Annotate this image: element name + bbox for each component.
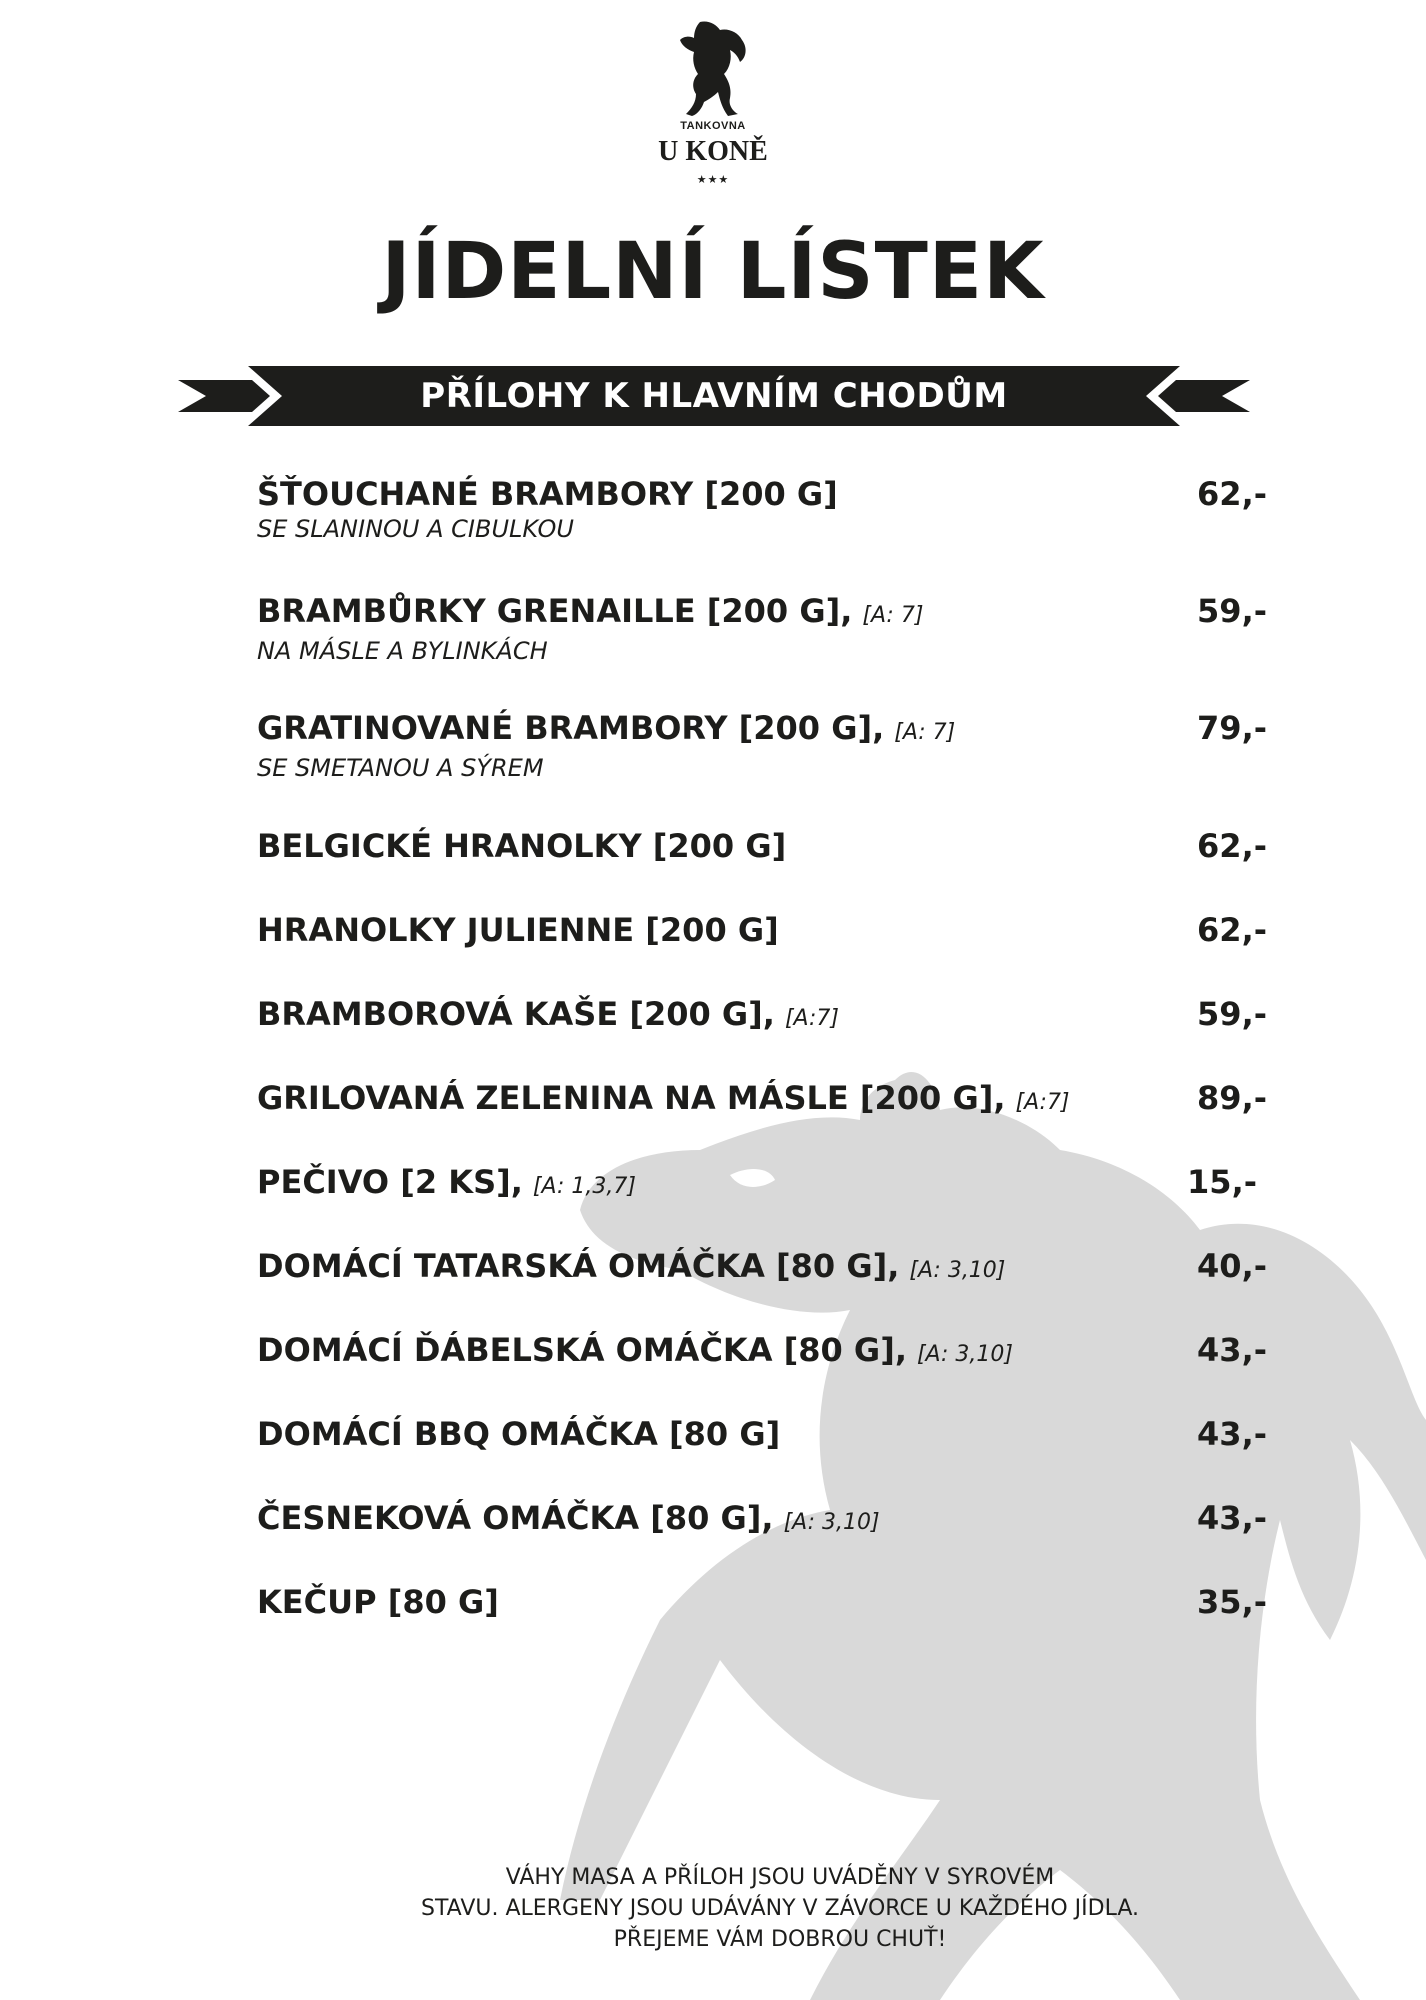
footer-note bbox=[330, 1862, 1230, 1955]
item-name: GRILOVANÁ ZELENINA NA MÁSLE [200 G], [A:7] bbox=[257, 1079, 1070, 1117]
menu-item bbox=[257, 474, 1267, 544]
item-name: KEČUP [80 G] bbox=[257, 1583, 499, 1621]
item-name: DOMÁCÍ BBQ OMÁČKA [80 G] bbox=[257, 1415, 781, 1453]
menu-item bbox=[257, 1246, 1267, 1291]
item-allergens: [A:7] bbox=[784, 1006, 839, 1031]
page-title: JÍDELNÍ LÍSTEK bbox=[381, 227, 1045, 317]
brand-stars: ★★★ bbox=[696, 173, 730, 186]
item-price: 15,- bbox=[1187, 1163, 1257, 1201]
item-allergens: [A: 3,10] bbox=[916, 1342, 1013, 1367]
footer-line: PŘEJEME VÁM DOBROU CHUŤ! bbox=[613, 1927, 947, 1952]
item-name: DOMÁCÍ ĎÁBELSKÁ OMÁČKA [80 G], [A: 3,10] bbox=[257, 1331, 1013, 1369]
menu-item bbox=[257, 1078, 1267, 1123]
item-description: SE SMETANOU A SÝREM bbox=[257, 754, 544, 782]
item-allergens: [A: 7] bbox=[894, 720, 956, 745]
item-price: 59,- bbox=[1197, 995, 1267, 1033]
menu-item bbox=[257, 1162, 1267, 1207]
brand-name: U KONĚ bbox=[658, 136, 768, 167]
item-name: GRATINOVANÉ BRAMBORY [200 G], [A: 7] bbox=[257, 709, 956, 747]
item-price: 79,- bbox=[1197, 709, 1267, 747]
item-price: 43,- bbox=[1197, 1331, 1267, 1369]
item-price: 35,- bbox=[1197, 1583, 1267, 1621]
item-name: PEČIVO [2 KS], [A: 1,3,7] bbox=[257, 1163, 636, 1201]
item-description: NA MÁSLE A BYLINKÁCH bbox=[257, 637, 548, 665]
item-name: DOMÁCÍ TATARSKÁ OMÁČKA [80 G], [A: 3,10] bbox=[257, 1247, 1006, 1285]
item-allergens: [A: 3,10] bbox=[783, 1510, 880, 1535]
menu-item bbox=[257, 994, 1267, 1039]
item-price: 62,- bbox=[1197, 475, 1267, 513]
section-title: PŘÍLOHY K HLAVNÍM CHODŮM bbox=[420, 376, 1008, 416]
menu-item bbox=[257, 591, 1267, 666]
item-price: 62,- bbox=[1197, 827, 1267, 865]
footer-line: STAVU. ALERGENY JSOU UDÁVÁNY V ZÁVORCE U KAŽDÉHO JÍDLA. bbox=[420, 1896, 1140, 1921]
brand-subtitle: TANKOVNA bbox=[680, 120, 746, 132]
item-price: 43,- bbox=[1197, 1415, 1267, 1453]
item-description: SE SLANINOU A CIBULKOU bbox=[257, 515, 574, 543]
item-price: 89,- bbox=[1197, 1079, 1267, 1117]
item-allergens: [A: 1,3,7] bbox=[532, 1174, 636, 1199]
item-name: BRAMBOROVÁ KAŠE [200 G], [A:7] bbox=[257, 995, 839, 1033]
item-name: ŠŤOUCHANÉ BRAMBORY [200 G] bbox=[257, 475, 838, 513]
menu-item bbox=[257, 1582, 1267, 1622]
item-name: BRAMBŮRKY GRENAILLE [200 G], [A: 7] bbox=[257, 592, 924, 630]
item-allergens: [A: 3,10] bbox=[909, 1258, 1006, 1283]
menu-item bbox=[257, 910, 1267, 950]
item-name: BELGICKÉ HRANOLKY [200 G] bbox=[257, 827, 787, 865]
footer-line: VÁHY MASA A PŘÍLOH JSOU UVÁDĚNY V SYROVÉM bbox=[505, 1865, 1055, 1890]
menu-item bbox=[257, 1498, 1267, 1543]
menu-item bbox=[257, 708, 1267, 783]
item-price: 40,- bbox=[1197, 1247, 1267, 1285]
menu-item bbox=[257, 1330, 1267, 1375]
item-allergens: [A:7] bbox=[1015, 1090, 1070, 1115]
item-price: 59,- bbox=[1197, 592, 1267, 630]
menu-item bbox=[257, 1414, 1267, 1454]
item-price: 43,- bbox=[1197, 1499, 1267, 1537]
item-name: HRANOLKY JULIENNE [200 G] bbox=[257, 911, 779, 949]
item-allergens: [A: 7] bbox=[862, 603, 924, 628]
item-price: 62,- bbox=[1197, 911, 1267, 949]
menu-item bbox=[257, 826, 1267, 866]
item-name: ČESNEKOVÁ OMÁČKA [80 G], [A: 3,10] bbox=[257, 1499, 880, 1537]
